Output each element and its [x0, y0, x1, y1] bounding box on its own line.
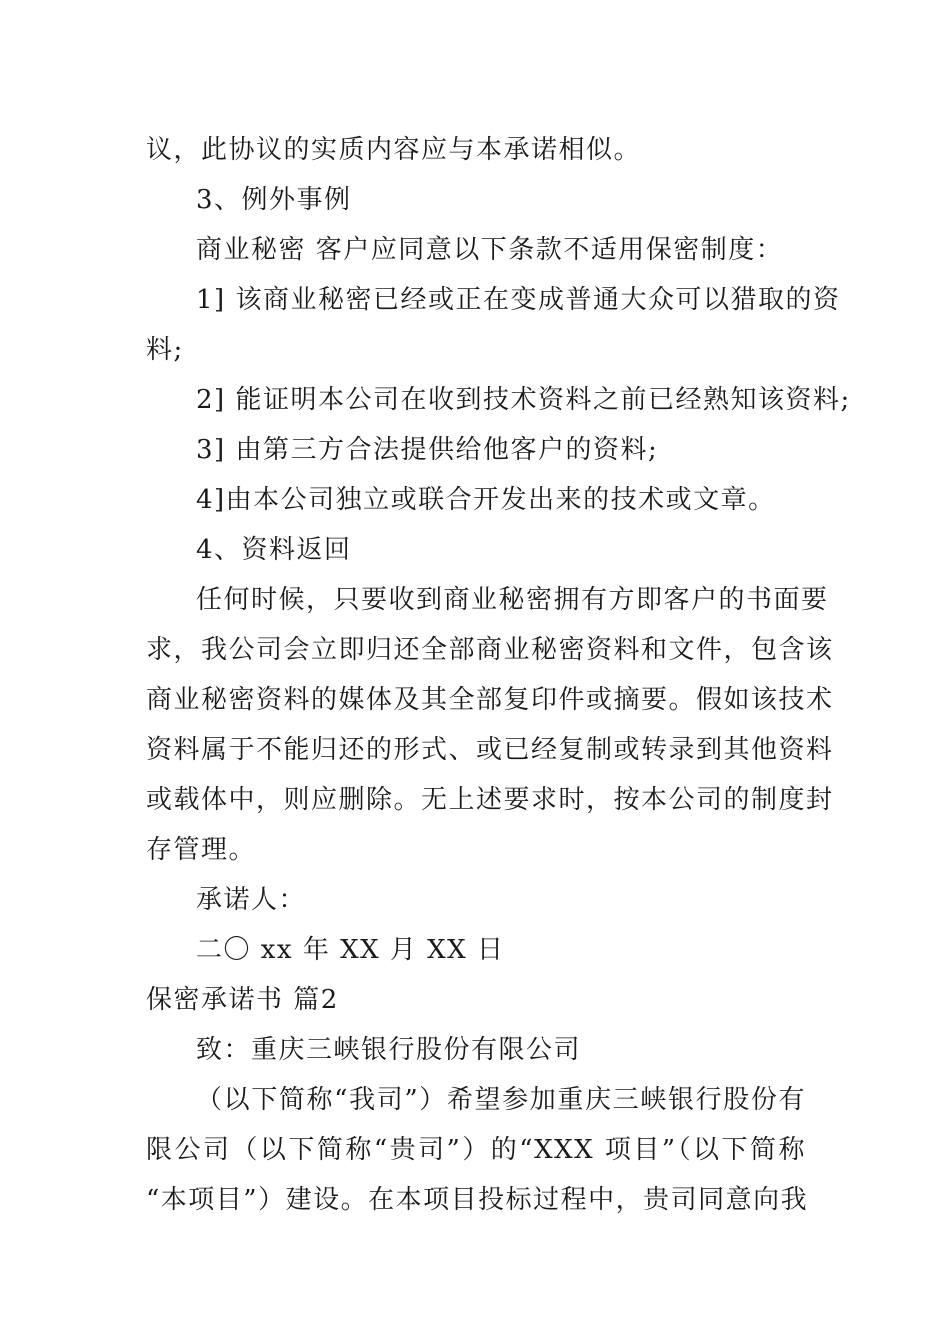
document-title: 保密承诺书 篇2	[146, 985, 339, 1015]
paragraph-line: 资料属于不能归还的形式、或已经复制或转录到其他资料	[146, 735, 834, 765]
paragraph-line: 料;	[146, 335, 184, 365]
paragraph-line: “本项目”）建设。在本项目投标过程中，贵司同意向我	[146, 1185, 809, 1215]
paragraph-line: 求，我公司会立即归还全部商业秘密资料和文件，包含该	[146, 635, 834, 665]
paragraph-line: 限公司（以下简称“贵司”）的“XXX 项目”（以下简称	[146, 1135, 806, 1165]
list-item: 1] 该商业秘密已经或正在变成普通大众可以猎取的资	[196, 285, 841, 315]
paragraph-line: 商业秘密 客户应同意以下条款不适用保密制度：	[196, 235, 784, 265]
date-line: 二〇 xx 年 XX 月 XX 日	[196, 935, 505, 965]
addressee-line: 致：重庆三峡银行股份有限公司	[196, 1035, 582, 1065]
paragraph-line: 任何时候，只要收到商业秘密拥有方即客户的书面要	[196, 585, 829, 615]
section-heading: 4、资料返回	[196, 535, 352, 565]
section-heading: 3、例外事例	[196, 185, 352, 215]
list-item: 3] 由第三方合法提供给他客户的资料;	[196, 435, 659, 465]
signatory-label: 承诺人：	[196, 885, 307, 915]
paragraph-line: 议，此协议的实质内容应与本承诺相似。	[146, 135, 642, 165]
paragraph-line: 或载体中，则应删除。无上述要求时，按本公司的制度封	[146, 785, 834, 815]
paragraph-line: 存管理。	[146, 835, 257, 865]
list-item: 2] 能证明本公司在收到技术资料之前已经熟知该资料;	[196, 385, 851, 415]
paragraph-line: 商业秘密资料的媒体及其全部复印件或摘要。假如该技术	[146, 685, 834, 715]
paragraph-line: （以下简称“我司”）希望参加重庆三峡银行股份有	[196, 1085, 806, 1115]
list-item: 4]由本公司独立或联合开发出来的技术或文章。	[196, 485, 776, 515]
